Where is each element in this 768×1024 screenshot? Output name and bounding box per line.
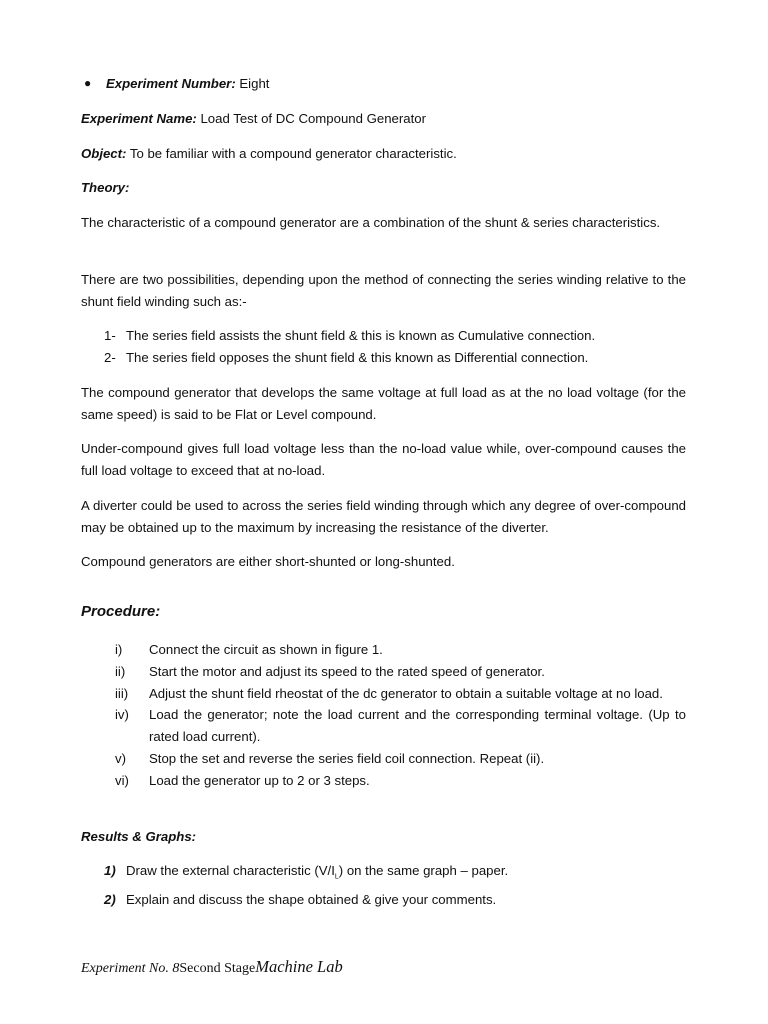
procedure-list xyxy=(115,639,686,792)
results-item xyxy=(104,860,694,889)
connection-list xyxy=(104,325,694,368)
procedure-heading: Procedure: xyxy=(81,603,161,620)
procedure-step xyxy=(115,661,686,683)
theory-paragraph-6: Compound generators are either short-shunted or long-shunted. xyxy=(81,554,455,569)
experiment-name-label: Experiment Name: xyxy=(81,111,197,126)
theory-heading: Theory: xyxy=(81,180,130,195)
results-list xyxy=(104,860,694,911)
experiment-number-label: Experiment Number: xyxy=(106,76,236,91)
procedure-step-text: Load the generator; note the load current and the corresponding terminal voltage. (Up to rated load current). xyxy=(149,707,686,745)
procedure-step xyxy=(115,639,686,661)
procedure-step-text: Connect the circuit as shown in figure 1. xyxy=(149,642,383,657)
procedure-step-text: Adjust the shunt field rheostat of the dc generator to obtain a suitable voltage at no load. xyxy=(149,685,663,701)
results-heading: Results & Graphs: xyxy=(81,829,197,844)
results-item-text: Draw the external characteristic $(V/I_L)$ on the same graph – paper. xyxy=(126,863,509,881)
procedure-step-text: Start the motor and adjust its speed to the rated speed of generator. xyxy=(149,663,545,679)
procedure-step-number: iii) xyxy=(115,685,129,701)
theory-paragraph-5: A diverter could be used to across the series field winding through which any degree of over-compound may be obtained up to the maximum by increasing the resistance of the diverter. xyxy=(81,498,686,535)
procedure-step-text: Load the generator up to 2 or 3 steps. xyxy=(149,772,370,788)
page-footer xyxy=(81,957,343,977)
theory-paragraph-3: The compound generator that develops the same voltage at full load as at the no load voltage (for the same speed) is said to be Flat or Level compound. xyxy=(81,385,686,422)
procedure-step xyxy=(115,683,686,705)
results-item-number: 1) xyxy=(104,863,116,878)
experiment-number-line xyxy=(84,73,666,95)
procedure-step xyxy=(115,770,686,792)
object-value: To be familiar with a compound generator characteristic. xyxy=(129,146,457,161)
list-item-number: 1- xyxy=(104,328,116,343)
procedure-step-number: ii) xyxy=(115,663,126,679)
procedure-step-number: vi) xyxy=(115,772,129,788)
bullet-icon: ● xyxy=(84,76,92,90)
procedure-step-number: iv) xyxy=(115,707,129,723)
object-label: Object: xyxy=(81,146,127,161)
footer-experiment: Experiment No. 8 xyxy=(81,961,180,976)
list-item-text: The series field assists the shunt field & this is known as Cumulative connection. xyxy=(126,328,596,343)
experiment-number-value: Eight xyxy=(239,76,270,91)
results-item-number: 2) xyxy=(104,891,116,907)
procedure-step-text: Stop the set and reverse the series field coil connection. Repeat (ii). xyxy=(149,750,545,766)
procedure-step xyxy=(115,704,686,748)
theory-paragraph-4: Under-compound gives full load voltage less than the no-load value while, over-compound causes the full load voltage to exceed that at no-load. xyxy=(81,441,686,478)
object-line xyxy=(81,143,686,165)
results-item-text: Explain and discuss the shape obtained & give your comments. xyxy=(126,891,497,907)
list-item-number: 2- xyxy=(104,349,116,365)
footer-stage: Second Stage xyxy=(179,961,256,976)
procedure-step-number: v) xyxy=(115,750,126,766)
experiment-name-value: Load Test of DC Compound Generator xyxy=(200,111,427,126)
list-item-text: The series field opposes the shunt field & this known as Differential connection. xyxy=(126,349,589,365)
list-item xyxy=(104,325,694,347)
experiment-name-line xyxy=(81,108,686,130)
procedure-step xyxy=(115,748,686,770)
procedure-step-number: i) xyxy=(115,642,123,657)
footer-lab: Machine Lab xyxy=(255,957,343,976)
theory-paragraph-1: The characteristic of a compound generator are a combination of the shunt & series characteristics. xyxy=(81,215,661,230)
theory-paragraph-2: There are two possibilities, depending upon the method of connecting the series winding relative to the shunt field winding such as:- xyxy=(81,272,686,309)
list-item xyxy=(104,347,694,369)
results-item xyxy=(104,889,694,911)
